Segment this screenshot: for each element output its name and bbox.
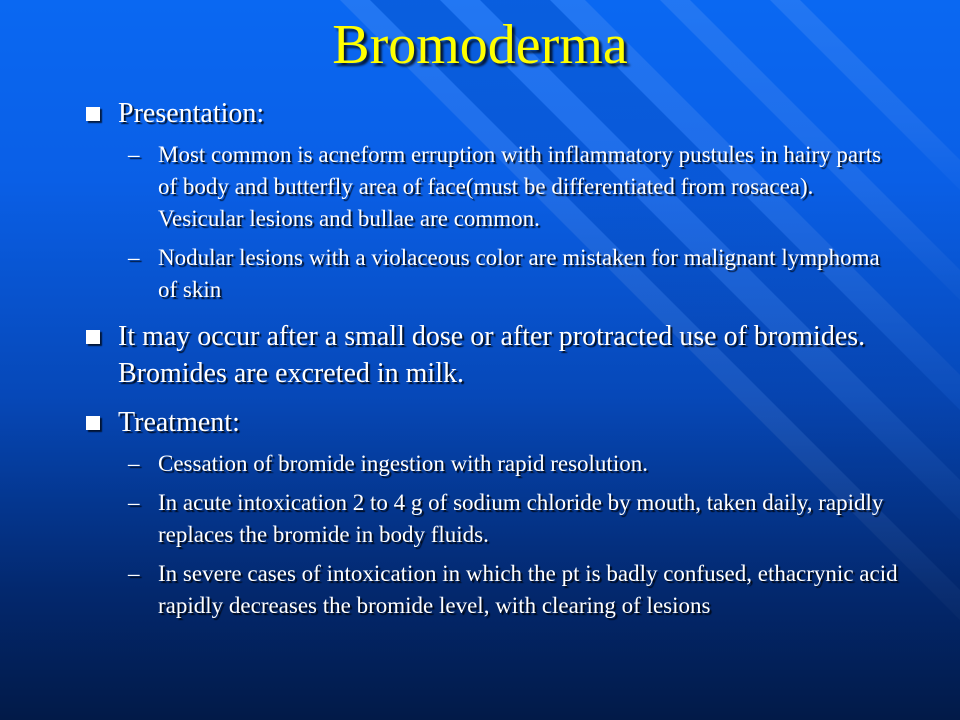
slide-body <box>84 95 904 622</box>
sub-bullet-text: In acute intoxication 2 to 4 g of sodium chloride by mouth, taken daily, rapidly replaces the bromide in body fluids. <box>158 490 884 547</box>
sub-bullet-text: Most common is acneform erruption with inflammatory pustules in hairy parts of body and butterfly area of face(must be differentiated from rosacea). Vesicular lesions and bullae are common. <box>158 142 882 231</box>
sub-bullet-text: In severe cases of intoxication in which the pt is badly confused, ethacrynic acid rapidly decreases the bromide level, with clearing of lesions <box>158 561 898 618</box>
sub-bullet <box>84 139 904 235</box>
sub-bullet-text: Nodular lesions with a violaceous color are mistaken for malignant lymphoma of skin <box>158 245 880 302</box>
slide-title: Bromoderma <box>332 14 628 76</box>
sub-bullet <box>84 487 904 551</box>
bullet-text: It may occur after a small dose or after protracted use of bromides. Bromides are excreted in milk. <box>118 321 866 389</box>
sub-bullet <box>84 448 904 480</box>
bullet-occurrence <box>84 318 904 392</box>
bullet-text: Treatment: <box>118 407 240 438</box>
sub-bullet-text: Cessation of bromide ingestion with rapid resolution. <box>158 451 648 476</box>
dash-marker: – <box>128 245 140 270</box>
square-bullet-icon <box>86 416 100 430</box>
dash-marker: – <box>128 142 140 167</box>
sub-bullet <box>84 558 904 622</box>
bullet-text: Presentation: <box>118 98 265 129</box>
dash-marker: – <box>128 451 140 476</box>
bullet-treatment <box>84 404 904 441</box>
square-bullet-icon <box>86 330 100 344</box>
dash-marker: – <box>128 561 140 586</box>
sub-bullet <box>84 242 904 306</box>
dash-marker: – <box>128 490 140 515</box>
square-bullet-icon <box>86 107 100 121</box>
bullet-presentation <box>84 95 904 132</box>
